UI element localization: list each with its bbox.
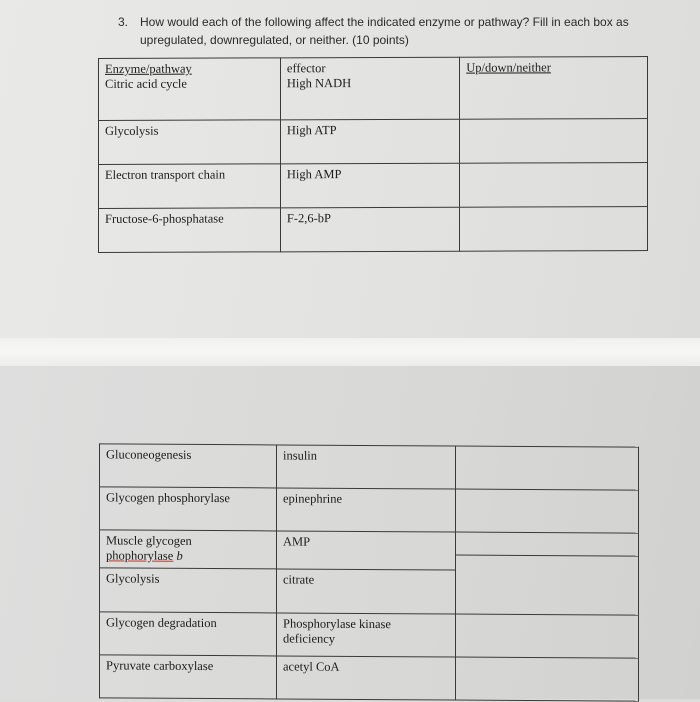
effector-cell — [277, 488, 456, 532]
enzyme-name: Glycolysis — [105, 123, 159, 138]
answer-value — [462, 618, 632, 619]
page-gap — [0, 338, 700, 366]
answer-value — [462, 450, 632, 451]
effector-name: High NADH — [286, 76, 352, 91]
effector-cell — [277, 613, 456, 657]
question-text: How would each of the following affect the indicated enzyme or pathway? Fill in each box as upregulated, downregulated, or neither. (10 points) — [140, 15, 629, 47]
enzyme-suffix: b — [176, 548, 183, 563]
answer-cell[interactable] — [460, 163, 648, 208]
enzyme-cell — [99, 164, 281, 209]
answer-cell[interactable] — [456, 614, 639, 658]
answer-cell[interactable] — [456, 657, 639, 701]
enzyme-cell — [100, 530, 277, 613]
answer-value — [462, 661, 632, 662]
effector-cell — [277, 445, 456, 489]
enzyme-cell — [100, 487, 277, 531]
answer-cell[interactable] — [456, 446, 639, 490]
effector-cell — [280, 119, 459, 164]
effector-cell — [280, 207, 459, 252]
enzyme-name: Gluconeogenesis — [106, 447, 192, 462]
enzyme-cell — [99, 58, 281, 121]
enzyme-name-line3: Glycolysis — [106, 571, 160, 586]
effector-name-line1: Phosphorylase kinase — [283, 616, 391, 632]
effector-cell — [280, 163, 459, 208]
enzyme-cell — [100, 444, 277, 488]
enzyme-name-line1: Muscle glycogen — [106, 533, 192, 548]
effector-cell — [280, 57, 459, 120]
effector-name: High ATP — [286, 123, 337, 138]
effector-name: insulin — [283, 448, 318, 463]
table-row — [100, 444, 639, 490]
effector-name: epinephrine — [283, 491, 343, 506]
question-number: 3. — [118, 15, 129, 29]
enzyme-name: Glycogen phosphorylase — [106, 490, 230, 506]
answer-cell[interactable] — [456, 489, 639, 533]
table-row — [100, 530, 639, 615]
enzyme-name-line2: phophorylase — [106, 548, 174, 563]
effector-header: effector — [286, 61, 326, 76]
effector-name: High AMP — [286, 167, 342, 182]
enzyme-name: Electron transport chain — [105, 167, 226, 182]
answer-value — [466, 122, 641, 123]
table-row — [99, 119, 648, 165]
effector-name-line2: deficiency — [283, 631, 336, 646]
enzyme-cell — [99, 208, 281, 253]
enzyme-cell — [100, 655, 277, 699]
answer-value — [466, 210, 641, 211]
table-row — [100, 655, 639, 701]
answer-value — [462, 493, 632, 494]
effector-name: F-2,6-bP — [286, 211, 331, 226]
answer-value — [466, 166, 641, 167]
enzyme-name: Glycogen degradation — [106, 615, 217, 631]
table-row — [100, 487, 639, 533]
enzyme-name: Pyruvate carboxylase — [106, 658, 214, 674]
table-row — [99, 163, 648, 209]
effector-name-2: citrate — [283, 572, 315, 587]
effector-cell — [277, 531, 456, 614]
enzyme-cell — [100, 612, 277, 656]
enzyme-name: Citric acid cycle — [105, 76, 187, 91]
answer-cell[interactable] — [460, 207, 648, 252]
enzyme-header: Enzyme/pathway — [105, 61, 192, 76]
effector-name: AMP — [283, 534, 311, 549]
result-header: Up/down/neither — [466, 60, 551, 75]
answer-cell[interactable] — [456, 532, 639, 615]
table-row — [100, 612, 639, 658]
answer-cell[interactable] — [460, 119, 648, 164]
enzyme-cell — [99, 120, 281, 165]
regulation-table-top — [98, 56, 648, 253]
effector-name: acetyl CoA — [283, 659, 340, 674]
table-row — [99, 207, 648, 253]
table-row — [99, 57, 648, 121]
enzyme-name: Fructose-6-phosphatase — [105, 211, 224, 226]
regulation-table-bottom — [99, 443, 639, 701]
answer-cell[interactable] — [460, 57, 648, 120]
effector-cell — [277, 656, 456, 700]
